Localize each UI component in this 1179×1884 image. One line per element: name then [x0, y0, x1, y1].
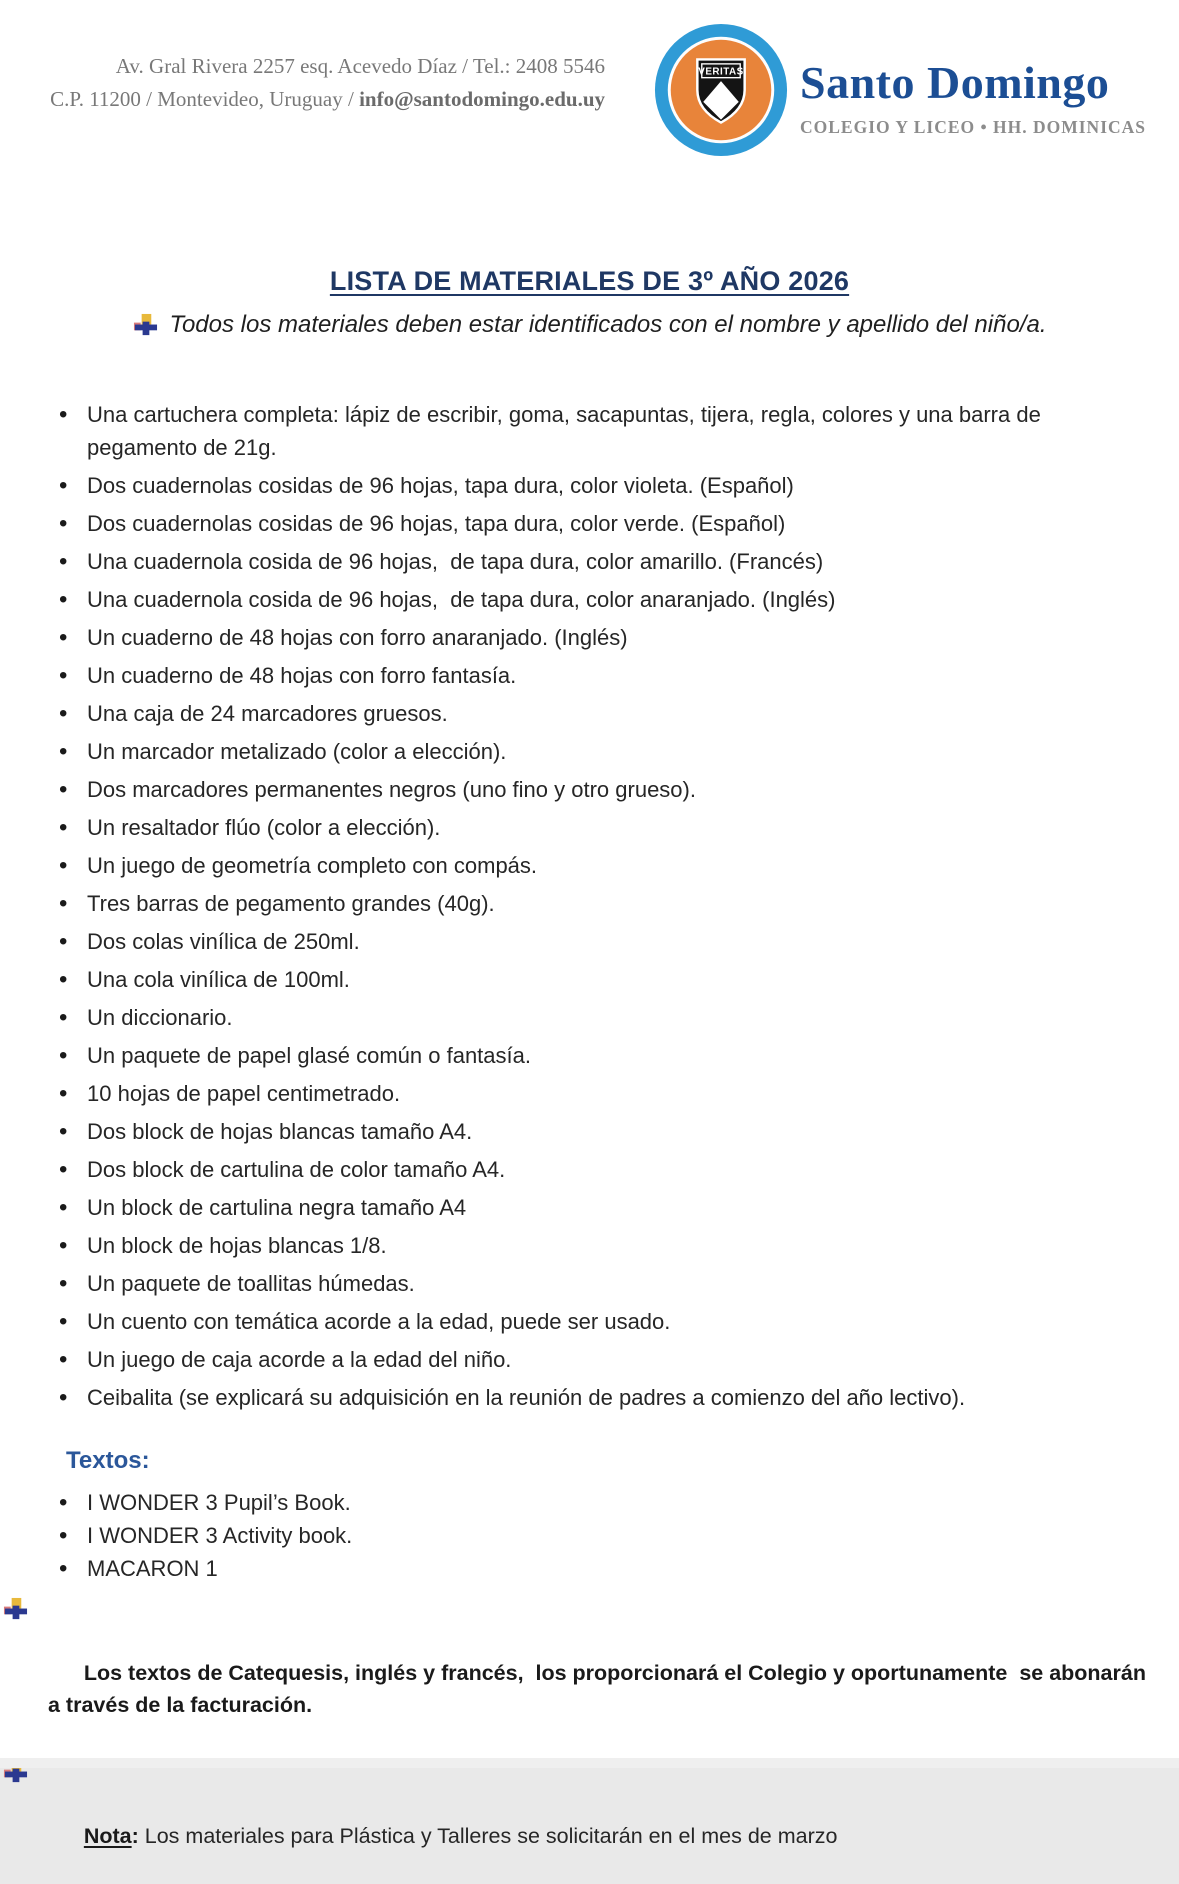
list-item: • Una cartuchera completa: lápiz de escribir, goma, sacapuntas, tijera, regla, colores y una barra de pegamento de 21g. [57, 398, 1119, 464]
intro-note [0, 310, 1179, 340]
list-item: • Un juego de caja acorde a la edad del niño. [57, 1343, 1119, 1376]
list-item: • Un juego de geometría completo con compás. [57, 849, 1119, 882]
list-item: • Dos marcadores permanentes negros (uno fino y otro grueso). [57, 773, 1119, 806]
list-item: • Una cuadernola cosida de 96 hojas, de tapa dura, color anaranjado. (Inglés) [57, 583, 1119, 616]
list-item: • Una cuadernola cosida de 96 hojas, de tapa dura, color amarillo. (Francés) [57, 545, 1119, 578]
school-crest-icon [652, 21, 790, 159]
list-item: • Tres barras de pegamento grandes (40g). [57, 887, 1119, 920]
list-item: • Dos block de cartulina de color tamaño A4. [57, 1153, 1119, 1186]
list-item: • Dos cuadernolas cosidas de 96 hojas, tapa dura, color violeta. (Español) [57, 469, 1119, 502]
address-line-2-prefix: C.P. 11200 / Montevideo, Uruguay / [50, 87, 360, 111]
list-item: • Un marcador metalizado (color a elección). [57, 735, 1119, 768]
scan-edge-strip [0, 1758, 1179, 1768]
list-item: • Un paquete de papel glasé común o fantasía. [57, 1039, 1119, 1072]
list-item: • Un cuaderno de 48 hojas con forro anaranjado. (Inglés) [57, 621, 1119, 654]
list-item: • Un diccionario. [57, 1001, 1119, 1034]
textos-heading: Textos: [66, 1447, 150, 1474]
list-item: • Un resaltador flúo (color a elección). [57, 811, 1119, 844]
footnote-textos-colegio-text: Los textos de Catequesis, inglés y francés, los proporcionará el Colegio y oportunamente se abonarán a través de la facturación. [48, 1661, 1152, 1717]
list-item: • Un cuento con temática acorde a la edad, puede ser usado. [57, 1305, 1119, 1338]
footnote-nota-text: Los materiales para Plástica y Talleres se solicitarán en el mes de marzo [138, 1824, 838, 1848]
list-item: • Un cuaderno de 48 hojas con forro fantasía. [57, 659, 1119, 692]
colored-marker-icon [133, 313, 158, 338]
school-address [50, 50, 605, 116]
svg-text:VERITAS: VERITAS [698, 66, 744, 78]
list-item: • Dos colas vinílica de 250ml. [57, 925, 1119, 958]
school-email: info@santodomingo.edu.uy [359, 87, 605, 111]
address-line-2 [50, 83, 605, 116]
page-title: LISTA DE MATERIALES DE 3º AÑO 2026 [329, 266, 850, 296]
intro-note-text: Todos los materiales deben estar identificados con el nombre y apellido del niño/a. [169, 311, 1047, 338]
list-item: • I WONDER 3 Activity book. [57, 1519, 1119, 1552]
footnote-nota-label: Nota [83, 1824, 132, 1848]
list-item: • Un paquete de toallitas húmedas. [57, 1267, 1119, 1300]
materials-list [57, 398, 1119, 1414]
footnote-nota [0, 1756, 1179, 1884]
school-subtitle: COLEGIO Y LICEO • HH. DOMINICAS [800, 117, 1147, 137]
colored-marker-icon [3, 1597, 28, 1622]
footnotes [0, 1593, 1179, 1884]
list-item: • Un block de cartulina negra tamaño A4 [57, 1191, 1119, 1224]
list-item: • MACARON 1 [57, 1552, 1119, 1585]
list-item: • Dos block de hojas blancas tamaño A4. [57, 1115, 1119, 1148]
list-item: • Dos cuadernolas cosidas de 96 hojas, tapa dura, color verde. (Español) [57, 507, 1119, 540]
footnote-textos-colegio [0, 1593, 1179, 1753]
list-item: • Una caja de 24 marcadores gruesos. [57, 697, 1119, 730]
letterhead [0, 0, 1179, 230]
list-item: • Ceibalita (se explicará su adquisición en la reunión de padres a comienzo del año lectivo). [57, 1381, 1119, 1414]
address-line-1: Av. Gral Rivera 2257 esq. Acevedo Díaz / Tel.: 2408 5546 [115, 54, 605, 78]
school-brand [800, 57, 1147, 138]
list-item: • Un block de hojas blancas 1/8. [57, 1229, 1119, 1262]
textos-list [57, 1486, 1119, 1585]
list-item: • 10 hojas de papel centimetrado. [57, 1077, 1119, 1110]
footnote-nota-separator: : [131, 1824, 139, 1848]
list-item: • Una cola vinílica de 100ml. [57, 963, 1119, 996]
school-name: Santo Domingo [800, 57, 1110, 108]
list-item: • I WONDER 3 Pupil’s Book. [57, 1486, 1119, 1519]
